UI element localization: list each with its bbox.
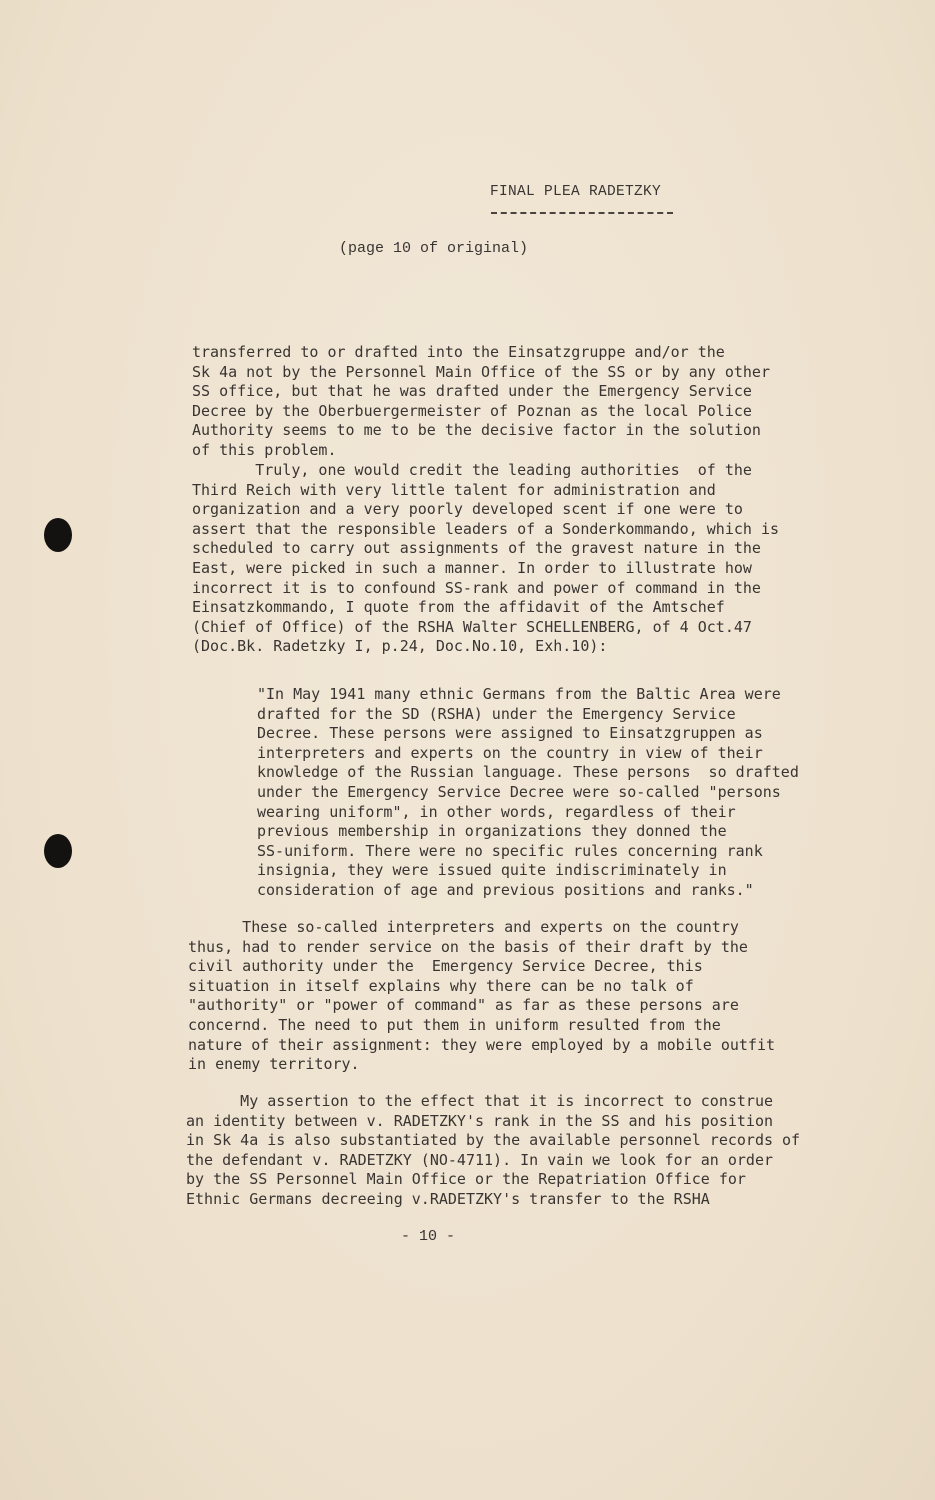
- document-title: FINAL PLEA RADETZKY: [490, 184, 662, 200]
- paragraph-3: These so-called interpreters and experts on the country thus, had to render service on the basis of their draft by the civil authority under the Emergency Service Decree, this situation in itself explains why there can be no talk of "authority" or "power of command" as far as these persons are concernd. The need to put them in uniform resulted from the nature of their assignment: they were employed by a mobile outfit in enemy territory.: [188, 918, 775, 1074]
- page-reference: (page 10 of original): [339, 240, 529, 257]
- affidavit-quote: "In May 1941 many ethnic Germans from the Baltic Area were drafted for the SD (RSHA) under the Emergency Service Decree. These persons were assigned to Einsatzgruppen as interpreters and experts on the country in view of their knowledge of the Russian language. These persons so drafted under the Emergency Service Decree were so-called "persons wearing uniform", in other words, regardless of their previous membership in organizations they donned the SS-uniform. There were no specific rules concerning rank insignia, they were issued quite indiscriminately in consideration of age and previous positions and ranks.": [257, 685, 799, 899]
- punch-hole-bottom: [44, 834, 72, 868]
- punch-hole-top: [44, 518, 72, 552]
- page-number: - 10 -: [401, 1228, 456, 1245]
- paragraph-4: My assertion to the effect that it is incorrect to construe an identity between v. RADETZKY's rank in the SS and his position in Sk 4a is also substantiated by the available personnel records of the defendant v. RADETZKY (NO-4711). In vain we look for an order by the SS Personnel Main Office or the Repatriation Office for Ethnic Germans decreeing v.RADETZKY's transfer to the RSHA: [186, 1092, 801, 1208]
- title-underline: [491, 212, 673, 214]
- paragraph-2: Truly, one would credit the leading authorities of the Third Reich with very little talent for administration and organization and a very poorly developed scent if one were to assert that the responsible leaders of a Sonderkommando, which is scheduled to carry out assignments of the gravest nature in the East, were picked in such a manner. In order to illustrate how incorrect it is to confound SS-rank and power of command in the Einsatzkommando, I quote from the affidavit of the Amtschef (Chief of Office) of the RSHA Walter SCHELLENBERG, of 4 Oct.47 (Doc.Bk. Radetzky I, p.24, Doc.No.10, Exh.10):: [192, 461, 779, 656]
- paragraph-1: transferred to or drafted into the Einsatzgruppe and/or the Sk 4a not by the Personnel Main Office of the SS or by any other SS office, but that he was drafted under the Emergency Service Decree by the Oberbuergermeister of Poznan as the local Police Authority seems to me to be the decisive factor in the solution of this problem.: [192, 343, 770, 459]
